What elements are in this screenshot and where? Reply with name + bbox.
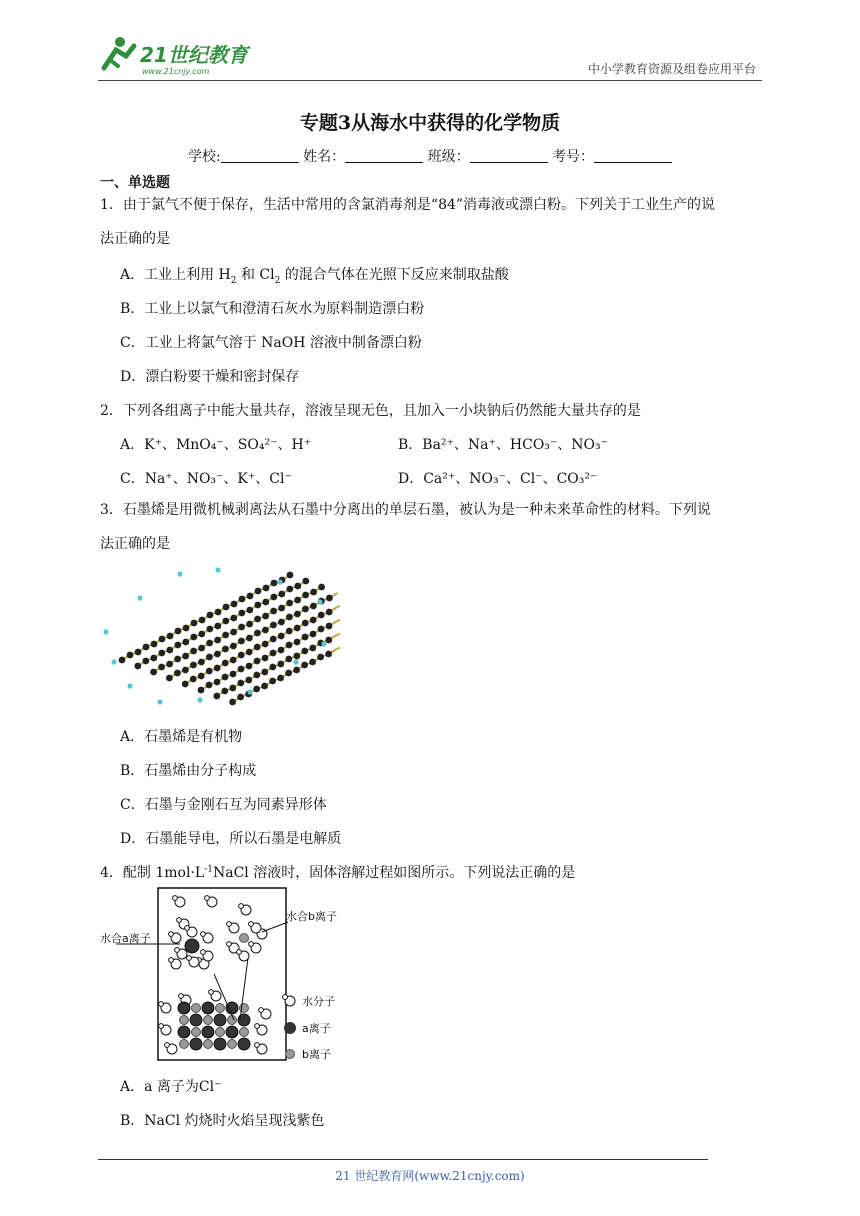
carbon-atom xyxy=(310,617,317,624)
lattice-a-ion xyxy=(178,1002,190,1014)
carbon-atom xyxy=(278,647,285,654)
graphene-figure xyxy=(100,562,340,712)
q1-stem-line2: 法正确的是 xyxy=(100,231,170,247)
legend-a: a离子 xyxy=(302,1022,331,1035)
footer-text: 21 世纪教育网(www.21cnjy.com) xyxy=(335,1169,525,1183)
carbon-atom xyxy=(222,660,229,667)
carbon-atom xyxy=(269,678,276,685)
carbon-atom xyxy=(286,642,293,649)
carbon-atom xyxy=(238,652,245,659)
carbon-atom xyxy=(238,638,245,645)
carbon-atom xyxy=(183,625,190,632)
water-molecule xyxy=(185,926,190,931)
q1-option-a: A．工业上利用 $H_2$ 和 $Cl_2$ 的混合气体在光照下反应来制取盐酸 xyxy=(120,267,509,286)
hydrogen-atom xyxy=(317,599,322,604)
water-molecule xyxy=(205,896,210,901)
carbon-atom xyxy=(214,623,221,630)
water-molecule xyxy=(255,1043,260,1048)
q4-option-a: A．a 离子为Cl⁻ xyxy=(120,1079,222,1095)
water-molecule xyxy=(255,1024,260,1029)
water-molecule xyxy=(227,942,232,947)
water-molecule xyxy=(187,956,192,961)
carbon-atom xyxy=(150,655,157,662)
carbon-atom xyxy=(143,644,150,651)
carbon-atom xyxy=(254,602,261,609)
carbon-atom xyxy=(270,650,277,657)
lattice-b-ion xyxy=(204,1016,213,1025)
school-blank[interactable] xyxy=(221,148,299,163)
carbon-atom xyxy=(318,584,325,591)
hydrogen-atom xyxy=(177,571,182,576)
hydrogen-atom xyxy=(277,579,282,584)
hydrogen-atom xyxy=(247,689,252,694)
carbon-atom xyxy=(309,659,316,666)
water-molecule xyxy=(259,1008,264,1013)
carbon-atom xyxy=(190,662,197,669)
carbon-atom xyxy=(302,606,309,613)
lattice-a-ion xyxy=(238,1038,250,1050)
q3-stem-line2: 法正确的是 xyxy=(100,536,170,552)
lattice-a-ion xyxy=(214,1038,226,1050)
hydrated-b-ion xyxy=(240,934,249,943)
carbon-atom xyxy=(245,677,252,684)
carbon-atom xyxy=(190,676,197,683)
carbon-atom xyxy=(326,609,333,616)
carbon-atom xyxy=(198,631,205,638)
carbon-atom xyxy=(246,663,253,670)
q2-option-d: D．Ca²⁺、NO₃⁻、Cl⁻、CO₃²⁻ xyxy=(398,471,598,487)
carbon-atom xyxy=(270,636,277,643)
carbon-atom xyxy=(310,631,317,638)
carbon-atom xyxy=(238,666,245,673)
carbon-atom xyxy=(119,657,126,664)
carbon-atom xyxy=(174,656,181,663)
carbon-atom xyxy=(261,669,268,676)
water-molecule xyxy=(239,904,244,909)
carbon-atom xyxy=(221,688,228,695)
carbon-atom xyxy=(254,616,261,623)
q1-option-b: B．工业上以氯气和澄清石灰水为原料制造漂白粉 xyxy=(120,301,425,317)
carbon-atom xyxy=(286,586,293,593)
carbon-atom xyxy=(294,639,301,646)
carbon-atom xyxy=(294,611,301,618)
carbon-atom xyxy=(262,613,269,620)
q3-option-a: A．石墨烯是有机物 xyxy=(120,729,243,745)
q4-option-b: B．NaCl 灼烧时火焰呈现浅紫色 xyxy=(120,1113,325,1129)
water-molecule xyxy=(201,950,206,955)
carbon-atom xyxy=(301,648,308,655)
carbon-atom xyxy=(135,649,142,656)
carbon-atom xyxy=(206,668,213,675)
carbon-atom xyxy=(198,687,205,694)
lattice-a-ion xyxy=(226,1026,238,1038)
q3-option-b: B．石墨烯由分子构成 xyxy=(120,763,257,779)
carbon-atom xyxy=(239,596,246,603)
lattice-a-ion xyxy=(226,1002,238,1014)
label-hydrated-a: 水合a离子 xyxy=(100,932,151,945)
q2-stem: 2．下列各组离子中能大量共存，溶液呈现无色，且加入一小块钠后仍然能大量共存的是 xyxy=(100,403,641,419)
carbon-atom xyxy=(198,659,205,666)
lattice-b-ion xyxy=(228,1016,237,1025)
carbon-atom xyxy=(214,651,221,658)
water-molecule xyxy=(201,932,206,937)
hydrated-b-pointer xyxy=(262,922,288,932)
carbon-atom xyxy=(302,620,309,627)
lattice-a-ion xyxy=(238,1014,250,1026)
lattice-b-ion xyxy=(228,1040,237,1049)
carbon-atom xyxy=(277,661,284,668)
hydrogen-atom xyxy=(127,683,132,688)
carbon-atom xyxy=(206,654,213,661)
carbon-atom xyxy=(230,629,237,636)
carbon-atom xyxy=(285,670,292,677)
q2-option-b: B．Ba²⁺、Na⁺、HCO₃⁻、NO₃⁻ xyxy=(398,437,609,453)
carbon-atom xyxy=(214,637,221,644)
carbon-atom xyxy=(223,604,230,611)
carbon-atom xyxy=(254,658,261,665)
carbon-atom xyxy=(182,681,189,688)
carbon-atom xyxy=(294,625,301,632)
carbon-atom xyxy=(190,648,197,655)
site-logo xyxy=(96,34,256,78)
carbon-atom xyxy=(182,667,189,674)
logo-text: 21世纪教育 xyxy=(140,43,248,67)
platform-name: 中小学教育资源及组卷应用平台 xyxy=(587,62,756,76)
lattice-b-ion xyxy=(192,1004,201,1013)
q1-option-d: D．漂白粉要干燥和密封保存 xyxy=(120,369,300,385)
lattice-a-ion xyxy=(202,1026,214,1038)
q1-option-c: C．工业上将氯气溶于 NaOH 溶液中制备漂白粉 xyxy=(120,335,422,351)
carbon-atom xyxy=(229,699,236,706)
header-divider xyxy=(98,80,762,81)
carbon-atom xyxy=(142,658,149,665)
carbon-atom xyxy=(230,643,237,650)
carbon-atom xyxy=(214,679,221,686)
lattice-b-ion xyxy=(216,1028,225,1037)
lattice-b-ion xyxy=(192,1028,201,1037)
lattice-b-ion xyxy=(240,1028,249,1037)
water-molecule xyxy=(179,994,184,999)
carbon-atom xyxy=(166,661,173,668)
carbon-atom xyxy=(254,644,261,651)
carbon-atom xyxy=(206,682,213,689)
carbon-atom xyxy=(238,624,245,631)
carbon-atom xyxy=(166,647,173,654)
lattice-b-ion xyxy=(180,1040,189,1049)
water-molecule xyxy=(159,1024,164,1029)
carbon-atom xyxy=(262,627,269,634)
exam-no-label: 考号： xyxy=(552,149,595,165)
water-molecule xyxy=(175,948,180,953)
carbon-atom xyxy=(230,615,237,622)
carbon-atom xyxy=(262,641,269,648)
page-title: 专题3从海水中获得的化学物质 xyxy=(299,112,561,134)
school-label: 学校: xyxy=(187,149,221,165)
carbon-atom xyxy=(310,589,317,596)
carbon-atom xyxy=(150,669,157,676)
carbon-atom xyxy=(309,645,316,652)
lattice-a-ion xyxy=(214,1014,226,1026)
carbon-atom xyxy=(253,672,260,679)
carbon-atom xyxy=(151,641,158,648)
hydrogen-atom xyxy=(157,699,162,704)
carbon-atom xyxy=(278,633,285,640)
hydrogen-atom xyxy=(137,595,142,600)
legend xyxy=(283,994,336,1061)
carbon-atom xyxy=(191,620,198,627)
q1-stem-line1: 1．由于氯气不便于保存，生活中常用的含氯消毒剂是“84”消毒液或漂白粉。下列关于工业生产的说 xyxy=(100,197,716,213)
carbon-atom xyxy=(222,674,229,681)
carbon-atom xyxy=(287,572,294,579)
lattice-b-ion xyxy=(180,1016,189,1025)
carbon-atom xyxy=(222,632,229,639)
lattice-a-ion xyxy=(178,1026,190,1038)
carbon-atom xyxy=(246,607,253,614)
carbon-atom xyxy=(271,580,278,587)
water-molecule xyxy=(173,896,178,901)
carbon-atom xyxy=(231,601,238,608)
carbon-atom xyxy=(127,652,134,659)
water-molecule xyxy=(169,958,174,963)
q4-stem: 4．配制 $1mol\cdot L^{-1}NaCl$ 溶液时，固体溶解过程如图所示。下列说法正确的是 xyxy=(100,864,576,881)
carbon-atom xyxy=(318,626,325,633)
carbon-atom xyxy=(182,653,189,660)
legend-water: 水分子 xyxy=(302,995,335,1008)
hydrogen-atom xyxy=(111,659,116,664)
water-molecule xyxy=(177,918,182,923)
lattice-b-ion xyxy=(204,1040,213,1049)
class-label: 班级： xyxy=(427,149,470,165)
hydrated-a-ion xyxy=(185,939,199,953)
water-molecule xyxy=(165,1043,170,1048)
q3-stem-line1: 3．石墨烯是用微机械剥离法从石墨中分离出的单层石墨，被认为是一种未来革命性的材料。下列说 xyxy=(100,502,711,518)
carbon-atom xyxy=(230,657,237,664)
carbon-atom xyxy=(254,630,261,637)
carbon-atom xyxy=(237,694,244,701)
carbon-atom xyxy=(166,675,173,682)
carbon-atom xyxy=(206,626,213,633)
lattice-a-ion xyxy=(190,1014,202,1026)
carbon-atom xyxy=(317,654,324,661)
lattice-a-ion xyxy=(202,1002,214,1014)
carbon-atom xyxy=(198,673,205,680)
legend-b: b离子 xyxy=(302,1048,331,1061)
exam-no-blank[interactable] xyxy=(594,148,672,163)
class-blank[interactable] xyxy=(470,148,548,163)
carbon-atom xyxy=(270,594,277,601)
hydrogen-atom xyxy=(293,659,298,664)
carbon-atom xyxy=(222,646,229,653)
carbon-atom xyxy=(215,609,222,616)
carbon-atom xyxy=(286,600,293,607)
dissolution-figure xyxy=(96,884,356,1066)
water-molecule xyxy=(159,1002,164,1007)
q3-option-d: D．石墨能导电，所以石墨是电解质 xyxy=(120,831,342,847)
carbon-atom xyxy=(207,612,214,619)
water-molecule xyxy=(209,990,214,995)
carbon-atom xyxy=(261,683,268,690)
name-blank[interactable] xyxy=(345,148,423,163)
carbon-atom xyxy=(199,617,206,624)
carbon-atom xyxy=(134,663,141,670)
runner-icon xyxy=(104,37,134,68)
carbon-atom xyxy=(293,653,300,660)
carbon-atom xyxy=(285,656,292,663)
carbon-atom xyxy=(206,640,213,647)
hydrogen-atom xyxy=(215,567,220,572)
water-molecule xyxy=(169,932,174,937)
carbon-atom xyxy=(286,628,293,635)
carbon-atom xyxy=(277,675,284,682)
carbon-atom xyxy=(326,595,333,602)
label-hydrated-b: 水合b离子 xyxy=(286,910,337,923)
carbon-atom xyxy=(325,651,332,658)
carbon-atom xyxy=(247,593,254,600)
carbon-atom xyxy=(253,686,260,693)
student-info-line xyxy=(0,146,860,166)
hydrogen-atom xyxy=(321,641,326,646)
carbon-atom xyxy=(167,633,174,640)
q2-option-a: A．K⁺、MnO₄⁻、SO₄²⁻、H⁺ xyxy=(120,437,312,453)
carbon-atom xyxy=(246,649,253,656)
carbon-atom xyxy=(255,588,262,595)
carbon-atom xyxy=(182,639,189,646)
carbon-atom xyxy=(302,592,309,599)
carbon-atom xyxy=(302,634,309,641)
carbon-atom xyxy=(301,662,308,669)
carbon-atom xyxy=(262,599,269,606)
carbon-atom xyxy=(262,655,269,662)
footer-divider xyxy=(98,1159,708,1160)
lattice-b-ion xyxy=(216,1004,225,1013)
q2-option-c: C．Na⁺、NO₃⁻、K⁺、Cl⁻ xyxy=(120,471,292,487)
carbon-atom xyxy=(318,612,325,619)
carbon-atom xyxy=(246,621,253,628)
carbon-atom xyxy=(293,667,300,674)
carbon-atom xyxy=(198,645,205,652)
water-molecule xyxy=(249,942,254,947)
hydrogen-atom xyxy=(197,697,202,702)
carbon-atom xyxy=(159,636,166,643)
carbon-atom xyxy=(270,608,277,615)
q3-option-c: C．石墨与金刚石互为同素异形体 xyxy=(120,797,327,813)
logo-url: www.21cnjy.com xyxy=(142,67,210,76)
carbon-atom xyxy=(158,650,165,657)
carbon-atom xyxy=(294,583,301,590)
carbon-atom xyxy=(175,628,182,635)
carbon-atom xyxy=(174,642,181,649)
carbon-atom xyxy=(286,614,293,621)
carbon-atom xyxy=(238,610,245,617)
carbon-atom xyxy=(269,664,276,671)
carbon-atom xyxy=(213,693,220,700)
carbon-atom xyxy=(246,635,253,642)
carbon-atom xyxy=(278,605,285,612)
carbon-atom xyxy=(190,634,197,641)
carbon-atom xyxy=(270,622,277,629)
carbon-atom xyxy=(174,670,181,677)
water-molecule xyxy=(227,922,232,927)
carbon-atom xyxy=(263,585,270,592)
hydrogen-atom xyxy=(103,629,108,634)
name-label: 姓名： xyxy=(303,149,346,165)
graphene-lattice xyxy=(103,567,340,705)
carbon-atom xyxy=(326,623,333,630)
carbon-atom xyxy=(294,597,301,604)
carbon-atom xyxy=(158,664,165,671)
section-heading: 一、单选题 xyxy=(100,175,170,191)
lattice-a-ion xyxy=(190,1038,202,1050)
carbon-atom xyxy=(230,671,237,678)
carbon-atom xyxy=(302,578,309,585)
carbon-atom xyxy=(222,618,229,625)
carbon-atom xyxy=(310,603,317,610)
water-molecule xyxy=(237,950,242,955)
carbon-atom xyxy=(214,665,221,672)
carbon-atom xyxy=(229,685,236,692)
carbon-atom xyxy=(278,619,285,626)
carbon-atom xyxy=(237,680,244,687)
carbon-atom xyxy=(325,637,332,644)
carbon-atom xyxy=(278,591,285,598)
water-molecule xyxy=(249,922,254,927)
